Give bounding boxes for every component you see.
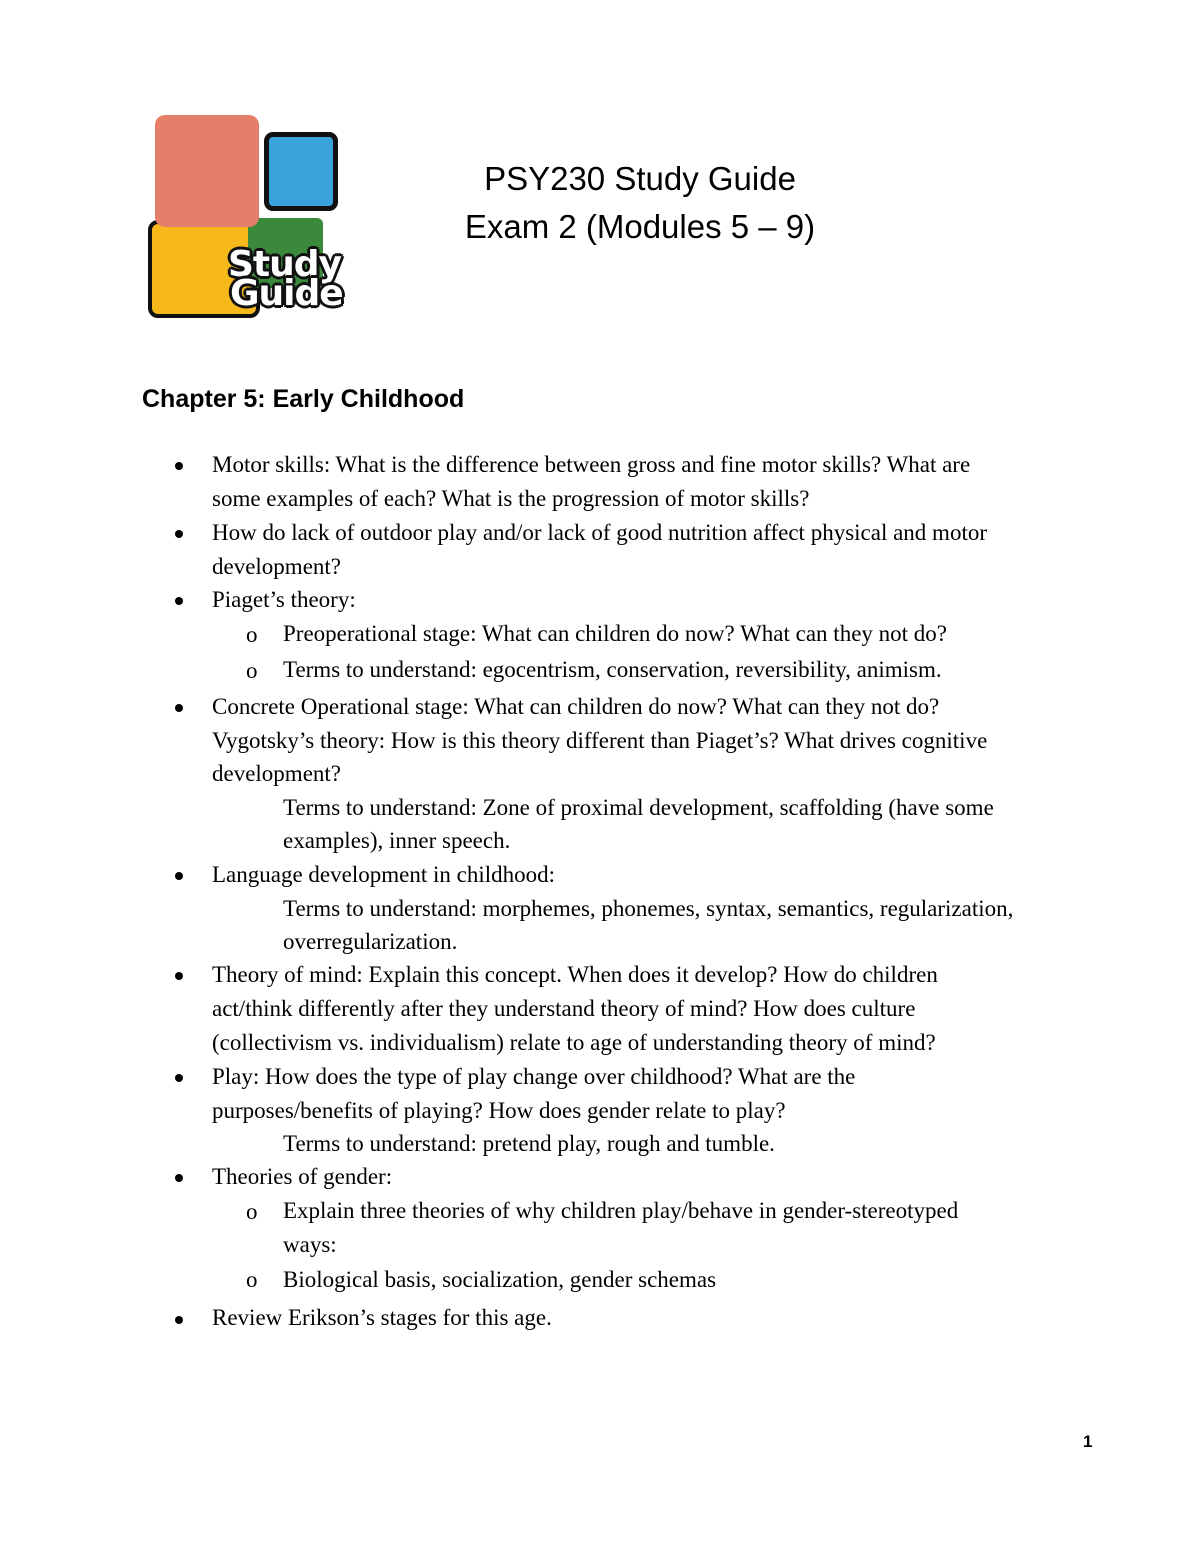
list-item-line: Vygotsky’s theory: How is this theory different than Piaget’s? What drives cognitive: [212, 728, 988, 753]
list-item-line: Concrete Operational stage: What can children do now? What can they not do?: [212, 694, 940, 719]
study-guide-logo: [148, 115, 360, 320]
list-item-line: Explain three theories of why children play/behave in gender-stereotyped: [283, 1198, 959, 1223]
bullet-marker: [172, 968, 186, 982]
logo-word-study: Study: [228, 244, 342, 285]
sub-bullet-marker: o: [246, 622, 258, 647]
bullet-marker: [172, 1312, 186, 1326]
list-item-line: How do lack of outdoor play and/or lack of good nutrition affect physical and motor: [212, 520, 987, 545]
list-item-line: Language development in childhood:: [212, 862, 555, 887]
list-item-line: Terms to understand: morphemes, phonemes, syntax, semantics, regularization,: [283, 896, 1014, 921]
list-item-line: Theories of gender:: [212, 1164, 393, 1189]
bullet-marker: [172, 526, 186, 540]
list-item-line: (collectivism vs. individualism) relate to age of understanding theory of mind?: [212, 1030, 936, 1055]
list-item-line: Terms to understand: Zone of proximal development, scaffolding (have some: [283, 795, 994, 820]
bullet-marker: [172, 458, 186, 472]
list-item-line: Play: How does the type of play change over childhood? What are the: [212, 1064, 856, 1089]
title-line-1: PSY230 Study Guide: [484, 160, 796, 197]
list-item-line: development?: [212, 554, 342, 579]
bullet-marker: [172, 868, 186, 882]
sub-bullet-marker: o: [246, 1267, 258, 1292]
list-item-line: Review Erikson’s stages for this age.: [212, 1305, 552, 1330]
sub-bullet-marker: o: [246, 1199, 258, 1224]
list-item-line: act/think differently after they understand theory of mind? How does culture: [212, 996, 916, 1021]
list-item-line: Preoperational stage: What can children do now? What can they not do?: [283, 621, 948, 646]
list-item-line: Motor skills: What is the difference between gross and fine motor skills? What are: [212, 452, 971, 477]
list-item-line: Theory of mind: Explain this concept. When does it develop? How do children: [212, 962, 938, 987]
list-item-line: examples), inner speech.: [283, 828, 511, 853]
bullet-marker: [172, 1070, 186, 1084]
chapter-heading: Chapter 5: Early Childhood: [142, 385, 465, 413]
title-line-2: Exam 2 (Modules 5 – 9): [464, 208, 816, 245]
logo-red-square: [155, 115, 259, 227]
page-number: 1: [1083, 1432, 1093, 1451]
sub-bullet-marker: o: [246, 658, 258, 683]
bullet-marker: [172, 700, 186, 714]
list-item-line: some examples of each? What is the progression of motor skills?: [212, 486, 810, 511]
list-item-line: development?: [212, 761, 342, 786]
list-item-line: Terms to understand: pretend play, rough and tumble.: [283, 1131, 775, 1156]
bullet-marker: [172, 593, 186, 607]
document-title: [430, 155, 850, 251]
list-item-line: Piaget’s theory:: [212, 587, 356, 612]
bullet-marker: [172, 1170, 186, 1184]
list-item-line: purposes/benefits of playing? How does gender relate to play?: [212, 1098, 786, 1123]
logo-blue-square: [264, 132, 338, 211]
list-item-line: ways:: [283, 1232, 337, 1257]
logo-word-guide: Guide: [230, 273, 343, 314]
list-item-line: Terms to understand: egocentrism, conservation, reversibility, animism.: [283, 657, 942, 682]
list-item-line: overregularization.: [283, 929, 458, 954]
list-item-line: Biological basis, socialization, gender schemas: [283, 1267, 717, 1292]
